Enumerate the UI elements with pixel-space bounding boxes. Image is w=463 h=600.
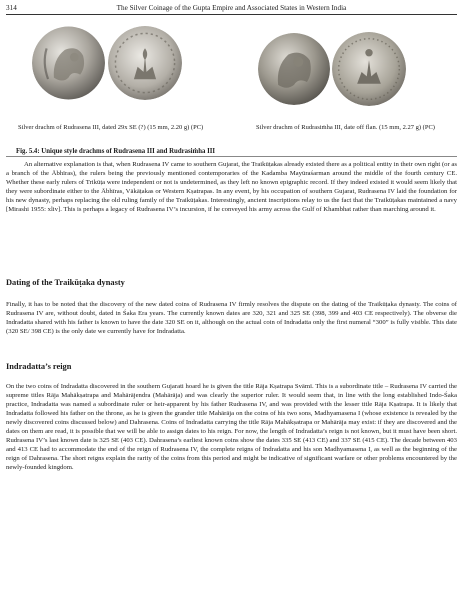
- figure-caption-left: Silver drachm of Rudrasena III, dated 29x SE (?) (15 mm, 2.20 g) (PC): [18, 124, 204, 131]
- paragraph-alternative-explanation: An alternative explanation is that, when Rudrasena IV came to southern Gujarat, the Traikūṭakas already existed there as a political entity in their own right (or as a branch of the Ābhīras), the rulers being the previously mentioned contemporaries of the Kadamba Mayūraśarman around the middle of the fourth century CE. Whether these early rulers of Trikūṭa were independent or not is undetermined, as they left no known epigraphic record. If they indeed existed it would seem likely that they were subordinate either to the Ābhīras, Vākāṭakas or Western Kṣatrapas. In any event, by his occupation of southern Gujarat, Rudrasena IV laid the foundation for his new dynasty, perhaps replacing the old ruling family of the Traikūṭakas. Interestingly, ancient inscriptions relay to us the fact that the Traikūṭakas maintained a navy [Mirashi 1955: xliv]. This is perhaps a legacy of Rudrasena IV’s incursion, if he conveyed his army across the Gulf of Khambhat rather than marching around it.: [6, 161, 457, 214]
- header-rule: [6, 14, 457, 15]
- figure-title: Fig. 5.4: Unique style drachms of Rudrasena III and Rudrasiṁha III: [16, 148, 216, 155]
- paragraph-indradatta-reign: On the two coins of Indradatta discovered in the southern Gujarati hoard he is given the title Rāja Kṣatrapa Svāmī. This is a subordinate title – Rudrasena IV carried the supreme titles Rāja Mahākṣatrapa and Mahārājendra (Mahārāja) and was clearly the superior ruler. It would seem that, in line with the long established Indo-Śaka practice, Indradatta was named a subordinate ruler or heir-apparent by his father Rudrasena IV, and was provided with the lesser title Rāja Kṣatrapa. It is likely that Indradatta followed his father on the throne, as he is given the grander title Mahārāja on the coins of his two sons, Madhyamasena I (whose existence is revealed by the newly discovered coins discussed below) and Dahrasena. Coins of Indradatta carrying the title Rāja Mahākṣatrapa or Mahārāja may exist: if they are discovered and the dates on them are read, it is possible that we will be able to assign dates to his reign. For now, the length of Indradatta’s reign is not known, but it must have been short. Rudrasena IV’s last known date is 325 SE (403 CE). Dahrasena’s earliest known coins show the dates 335 SE (413 CE) and 337 SE (415 CE). The decade between 403 and 413 CE had to accommodate the end of the reign of Rudrasena IV, the complete reigns of Indradatta and his son Madhyamasena I, as well as the beginning of the reign of Dahrasena. The short reigns explain the rarity of the coins from this period and might be indicative of significant warfare or other problems encountered by the newly-founded kingdom.: [6, 383, 457, 472]
- coin-left-reverse: [108, 26, 182, 100]
- paragraph-dating: Finally, it has to be noted that the discovery of the new dated coins of Rudrasena IV firmly resolves the dispute on the dating of the Traikūṭaka dynasty. The coins of Rudrasena IV are, without doubt, dated in Śaka Era years. The currently known dates are 320, 321 and 325 SE (398, 399 and 403 CE respectively). The obverse die Indradatta shared with his father is known to have the date 320 SE on it, although on the actual coin of Indradatta only the first numeral “300” is fully visible. This date (320 SE/ 398 CE) is the only date we currently have for Indradatta.: [6, 301, 457, 336]
- running-title: The Silver Coinage of the Gupta Empire and Associated States in Western India: [116, 4, 347, 12]
- coin-left-obverse: [32, 26, 105, 100]
- figure-caption-right: Silver drachm of Rudrasiṁha III, date off flan. (15 mm, 2.27 g) (PC): [256, 124, 435, 131]
- heading-indradatta-reign: Indradatta’s reign: [6, 362, 72, 371]
- page-number: 314: [6, 4, 17, 12]
- heading-dating: Dating of the Traikūṭaka dynasty: [6, 278, 125, 287]
- coin-right-reverse: [332, 32, 406, 106]
- coin-right-obverse: [258, 33, 330, 105]
- figure-rule: [6, 156, 457, 157]
